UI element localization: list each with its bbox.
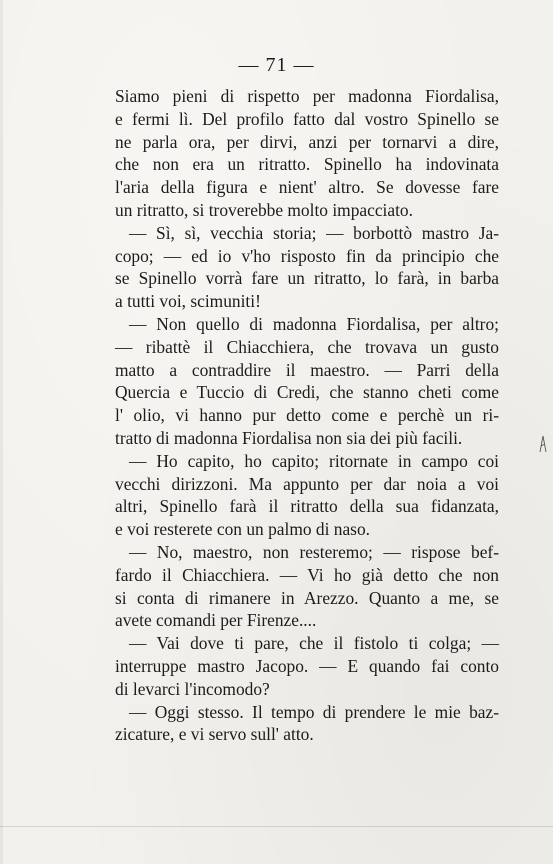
text-line: — ribattè il Chiacchiera, che trovava un gusto — [115, 336, 499, 357]
text-line: ne parla ora, per dirvi, anzi per tornarvi a dire, — [115, 131, 499, 152]
text-line: — Sì, sì, vecchia storia; — borbottò mastro Ja- — [129, 222, 499, 243]
text-line: e voi resterete con un palmo di naso. — [115, 519, 370, 540]
text-line: avete comandi per Firenze.... — [115, 610, 317, 631]
text-line: l'aria della figura e nient' altro. Se dovesse fare — [115, 177, 499, 198]
text-line: — No, maestro, non resteremo; — rispose bef- — [129, 541, 499, 562]
text-line: matto a contraddire il maestro. — Parri della — [115, 359, 499, 380]
text-line: — Ho capito, ho capito; ritornate in campo coi — [129, 450, 499, 471]
text-line: interruppe mastro Jacopo. — E quando fai conto — [115, 655, 499, 676]
text-line: vecchi dirizzoni. Ma appunto per dar noia a voi — [115, 473, 499, 494]
page-number: — 71 — — [238, 54, 315, 76]
text-line: un ritratto, si troverebbe molto impacciato. — [115, 199, 413, 220]
text-line: zicature, e vi servo sull' atto. — [115, 724, 314, 745]
page-bottom-edge — [0, 826, 553, 827]
text-line: che non era un ritratto. Spinello ha indovinata — [115, 154, 499, 175]
text-line: di levarci l'incomodo? — [115, 678, 270, 699]
text-line: se Spinello vorrà fare un ritratto, lo farà, in barba — [115, 268, 499, 289]
text-line: Quercia e Tuccio di Credi, che stanno cheti come — [115, 382, 499, 403]
text-line: a tutti voi, scimuniti! — [115, 291, 261, 312]
text-line: l' olio, vi hanno pur detto come e perchè un ri- — [115, 405, 499, 426]
text-line: e fermi lì. Del profilo fatto dal vostro Spinello se — [115, 108, 499, 129]
text-line: copo; — ed io v'ho risposto fin da principio che — [115, 245, 499, 266]
page-edge-shadow — [0, 0, 3, 864]
text-line: si conta di rimanere in Arezzo. Quanto a me, se — [115, 587, 499, 608]
body-text — [115, 85, 499, 746]
text-line: — Non quello di madonna Fiordalisa, per altro; — [129, 313, 499, 334]
text-line: Siamo pieni di rispetto per madonna Fiordalisa, — [115, 86, 499, 106]
text-line: tratto di madonna Fiordalisa non sia dei più facili. — [115, 427, 463, 448]
margin-scribble — [538, 432, 548, 454]
text-line: fardo il Chiacchiera. — Vi ho già detto che non — [115, 564, 499, 585]
text-line: altri, Spinello farà il ritratto della sua fidanzata, — [115, 496, 499, 517]
text-line: — Oggi stesso. Il tempo di prendere le mie baz- — [129, 701, 499, 722]
text-line: — Vai dove ti pare, che il fistolo ti colga; — — [129, 633, 499, 654]
